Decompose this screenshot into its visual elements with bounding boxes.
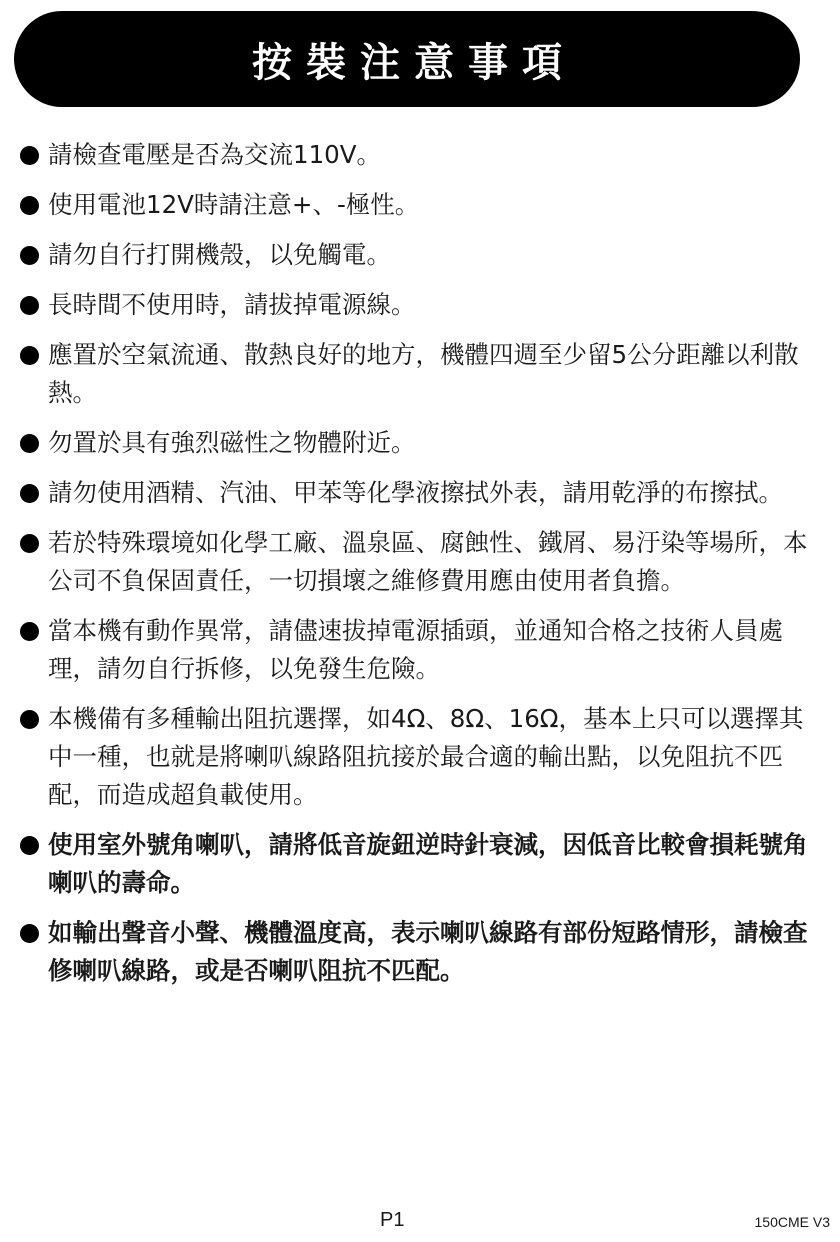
installation-notes-list	[20, 136, 820, 1002]
bullet-icon	[20, 534, 39, 553]
note-item	[20, 236, 820, 274]
note-item	[20, 612, 820, 688]
note-text: 應置於空氣流通、散熱良好的地方，機體四週至少留5公分距離以利散熱。	[48, 340, 799, 407]
page-number: P1	[380, 1209, 405, 1231]
note-item	[20, 474, 820, 512]
title-banner	[14, 11, 800, 107]
bullet-icon	[20, 484, 39, 503]
note-text: 當本機有動作異常，請儘速拔掉電源插頭，並通知合格之技術人員處理，請勿自行拆修，以免發生危險。	[48, 616, 783, 683]
bullet-icon	[20, 924, 39, 943]
note-text: 使用室外號角喇叭，請將低音旋鈕逆時針衰減，因低音比較會損耗號角喇叭的壽命。	[48, 830, 808, 897]
bullet-icon	[20, 622, 39, 641]
note-item	[20, 524, 820, 600]
note-item	[20, 286, 820, 324]
bullet-icon	[20, 836, 39, 855]
note-text: 請勿使用酒精、汽油、甲苯等化學液擦拭外表，請用乾淨的布擦拭。	[48, 478, 783, 507]
note-text: 勿置於具有強烈磁性之物體附近。	[48, 428, 416, 457]
note-text: 若於特殊環境如化學工廠、溫泉區、腐蝕性、鐵屑、易汙染等場所，本公司不負保固責任，一切損壞之維修費用應由使用者負擔。	[48, 528, 808, 595]
note-text: 使用電池12V時請注意+、-極性。	[48, 190, 420, 219]
bullet-icon	[20, 246, 39, 265]
note-item	[20, 914, 820, 990]
note-item	[20, 700, 820, 814]
bullet-icon	[20, 434, 39, 453]
bullet-icon	[20, 146, 39, 165]
note-text: 本機備有多種輸出阻抗選擇，如4Ω、8Ω、16Ω，基本上只可以選擇其中一種，也就是將喇叭線路阻抗接於最合適的輸出點，以免阻抗不匹配，而造成超負載使用。	[48, 704, 804, 809]
model-code: 150CME V3	[754, 1214, 830, 1230]
bullet-icon	[20, 296, 39, 315]
note-text: 如輸出聲音小聲、機體溫度高，表示喇叭線路有部份短路情形，請檢查修喇叭線路，或是否喇叭阻抗不匹配。	[48, 918, 808, 985]
note-text: 長時間不使用時，請拔掉電源線。	[48, 290, 416, 319]
note-text: 請檢查電壓是否為交流110V。	[48, 140, 382, 169]
note-item	[20, 826, 820, 902]
bullet-icon	[20, 196, 39, 215]
bullet-icon	[20, 710, 39, 729]
note-item	[20, 136, 820, 174]
bullet-icon	[20, 346, 39, 365]
note-item	[20, 186, 820, 224]
page-title: 按裝注意事項	[252, 38, 576, 86]
note-text: 請勿自行打開機殼，以免觸電。	[48, 240, 391, 269]
note-item	[20, 336, 820, 412]
note-item	[20, 424, 820, 462]
